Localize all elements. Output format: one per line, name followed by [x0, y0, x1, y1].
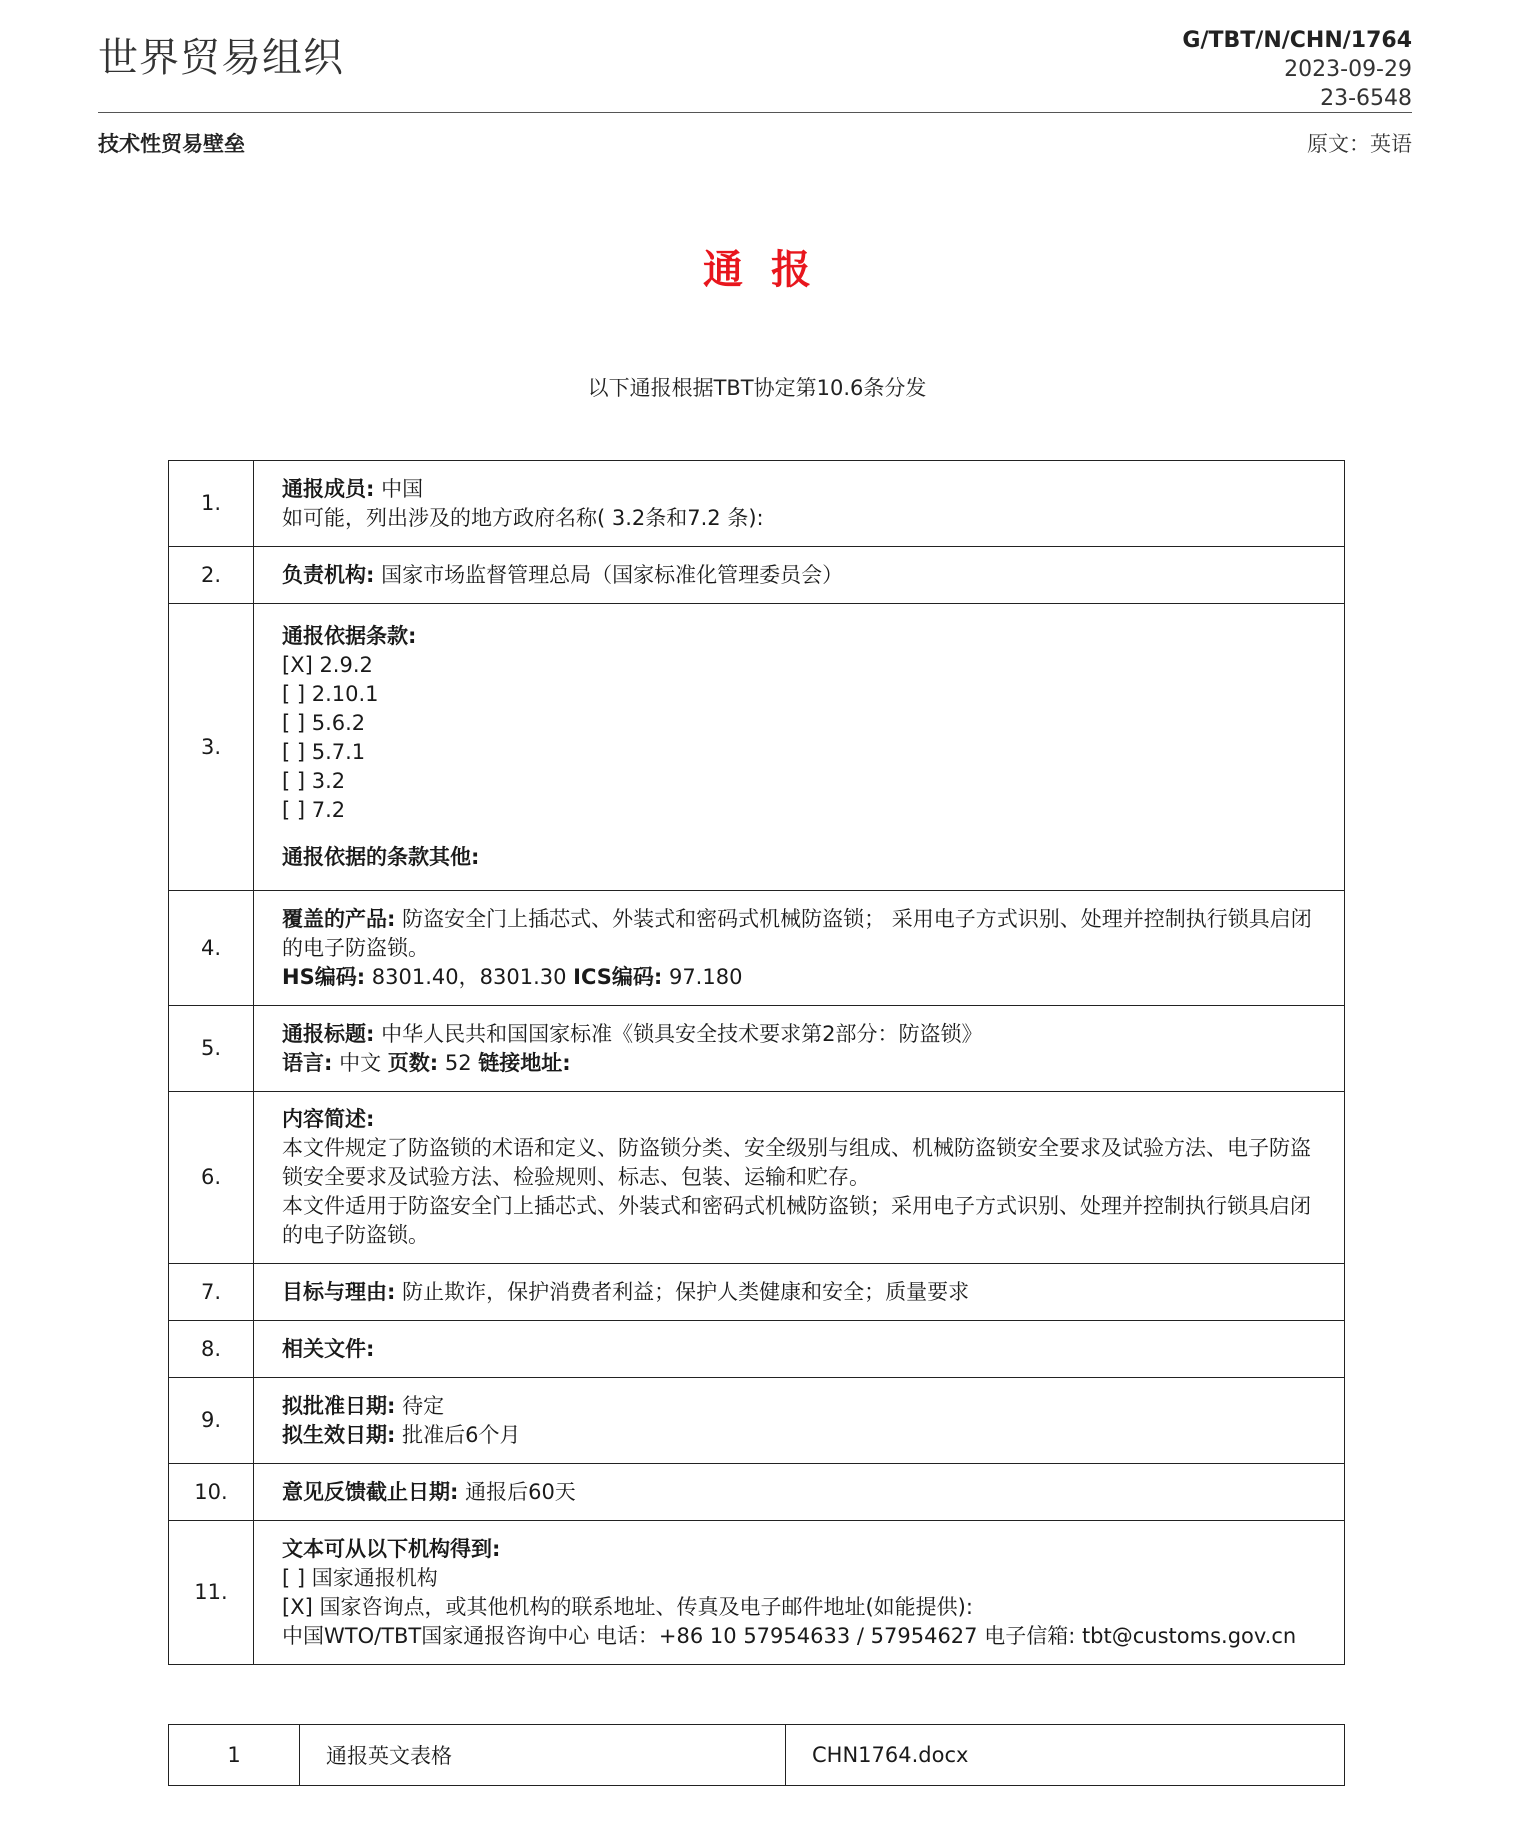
field-paragraph: 本文件规定了防盗锁的术语和定义、防盗锁分类、安全级别与组成、机械防盗锁安全要求及试验方法、电子防盗锁安全要求及试验方法、检验规则、标志、包装、运输和贮存。: [282, 1136, 1311, 1189]
document-number: 23-6548: [1320, 86, 1412, 111]
checkbox-item: [X] 2.9.2: [282, 653, 373, 677]
checkbox-item: [ ] 国家通报机构: [282, 1565, 438, 1590]
field-label: 通报标题:: [282, 1021, 375, 1046]
table-row: [169, 1264, 1345, 1321]
field-paragraph: 本文件适用于防盗安全门上插芯式、外装式和密码式机械防盗锁；采用电子方式识别、处理并控制执行锁具启闭的电子防盗锁。: [282, 1194, 1311, 1247]
contact-info: 中国WTO/TBT国家通报咨询中心 电话：+86 10 57954633 / 57954627 电子信箱: tbt@customs.gov.cn: [282, 1623, 1297, 1648]
row-number: 8.: [169, 1321, 254, 1378]
row-content: [254, 1321, 1345, 1378]
table-row: [169, 604, 1345, 891]
row-number: 4.: [169, 891, 254, 1006]
checkbox-item: [ ] 5.6.2: [282, 711, 366, 735]
table-row: [169, 1321, 1345, 1378]
row-content: [254, 1092, 1345, 1264]
committee-name: 技术性贸易壁垒: [98, 132, 245, 156]
field-label: 拟生效日期:: [282, 1422, 396, 1447]
field-value: 52: [438, 1050, 479, 1075]
field-value: 中华人民共和国国家标准《锁具安全技术要求第2部分：防盗锁》: [374, 1021, 983, 1046]
attachment-name: 通报英文表格: [300, 1725, 786, 1786]
row-content: [254, 891, 1345, 1006]
attachment-number: 1: [169, 1725, 300, 1786]
intro-text: 以下通报根据TBT协定第10.6条分发: [587, 376, 927, 400]
field-value: 中国: [374, 476, 424, 501]
row-content: [254, 604, 1345, 891]
field-label: 通报成员:: [282, 476, 375, 501]
row-content: [254, 1521, 1345, 1665]
checkbox-item: [ ] 3.2: [282, 769, 346, 793]
field-value: 防止欺诈，保护消费者利益；保护人类健康和安全；质量要求: [395, 1279, 970, 1304]
checkbox-item: [ ] 7.2: [282, 798, 346, 822]
table-row: [169, 461, 1345, 547]
field-label: 内容简述:: [282, 1107, 375, 1131]
field-value: 待定: [395, 1393, 445, 1418]
table-row: [169, 1464, 1345, 1521]
field-label: 意见反馈截止日期:: [282, 1479, 459, 1504]
row-number: 9.: [169, 1378, 254, 1464]
organization-name: 世界贸易组织: [98, 35, 344, 81]
table-row: [169, 1725, 1345, 1786]
row-content: [254, 1464, 1345, 1521]
field-label: 文本可从以下机构得到:: [282, 1536, 501, 1561]
checkbox-item: [X] 国家咨询点，或其他机构的联系地址、传真及电子邮件地址(如能提供):: [282, 1594, 973, 1619]
table-row: [169, 1092, 1345, 1264]
notification-table: [168, 460, 1345, 1665]
row-number: 6.: [169, 1092, 254, 1264]
attachment-file-link[interactable]: CHN1764.docx: [786, 1725, 1345, 1786]
field-text: 如可能，列出涉及的地方政府名称( 3.2条和7.2 条):: [282, 505, 764, 530]
attachment-table: [168, 1724, 1345, 1786]
field-label: 通报依据的条款其他:: [282, 845, 480, 869]
table-row: [169, 1521, 1345, 1665]
checkbox-item: [ ] 2.10.1: [282, 682, 379, 706]
field-value: 97.180: [662, 964, 743, 989]
row-number: 11.: [169, 1521, 254, 1665]
field-label: 通报依据条款:: [282, 624, 417, 648]
field-value: 国家市场监督管理总局（国家标准化管理委员会）: [374, 562, 844, 587]
checkbox-item: [ ] 5.7.1: [282, 740, 366, 764]
field-label: HS编码:: [282, 964, 366, 989]
header-divider: [98, 112, 1412, 113]
row-number: 1.: [169, 461, 254, 547]
row-number: 10.: [169, 1464, 254, 1521]
row-number: 3.: [169, 604, 254, 891]
original-language: 原文：英语: [1307, 132, 1412, 156]
document-date: 2023-09-29: [1284, 57, 1412, 82]
field-label: 相关文件:: [282, 1336, 375, 1361]
field-value: 8301.40，8301.30: [365, 964, 574, 989]
field-label: 链接地址:: [478, 1050, 571, 1075]
table-row: [169, 1006, 1345, 1092]
field-label: 语言:: [282, 1050, 333, 1075]
row-number: 5.: [169, 1006, 254, 1092]
field-label: 目标与理由:: [282, 1279, 396, 1304]
document-reference: [1182, 26, 1412, 113]
field-label: 负责机构:: [282, 562, 375, 587]
field-label: 覆盖的产品:: [282, 906, 396, 931]
row-content: [254, 1378, 1345, 1464]
row-number: 2.: [169, 547, 254, 604]
field-label: 页数:: [387, 1050, 439, 1075]
table-row: [169, 891, 1345, 1006]
field-label: ICS编码:: [573, 964, 663, 989]
row-content: [254, 1264, 1345, 1321]
table-row: [169, 1378, 1345, 1464]
field-value: 批准后6个月: [395, 1422, 521, 1447]
table-row: [169, 547, 1345, 604]
field-label: 拟批准日期:: [282, 1393, 396, 1418]
field-value: 防盗安全门上插芯式、外装式和密码式机械防盗锁； 采用电子方式识别、处理并控制执行锁具启闭的电子防盗锁。: [282, 906, 1312, 960]
field-value: 通报后60天: [458, 1479, 576, 1504]
row-content: [254, 1006, 1345, 1092]
notification-title: 通报: [703, 247, 839, 293]
document-code: G/TBT/N/CHN/1764: [1182, 28, 1412, 53]
field-value: 中文: [332, 1050, 388, 1075]
row-content: [254, 461, 1345, 547]
row-number: 7.: [169, 1264, 254, 1321]
row-content: [254, 547, 1345, 604]
